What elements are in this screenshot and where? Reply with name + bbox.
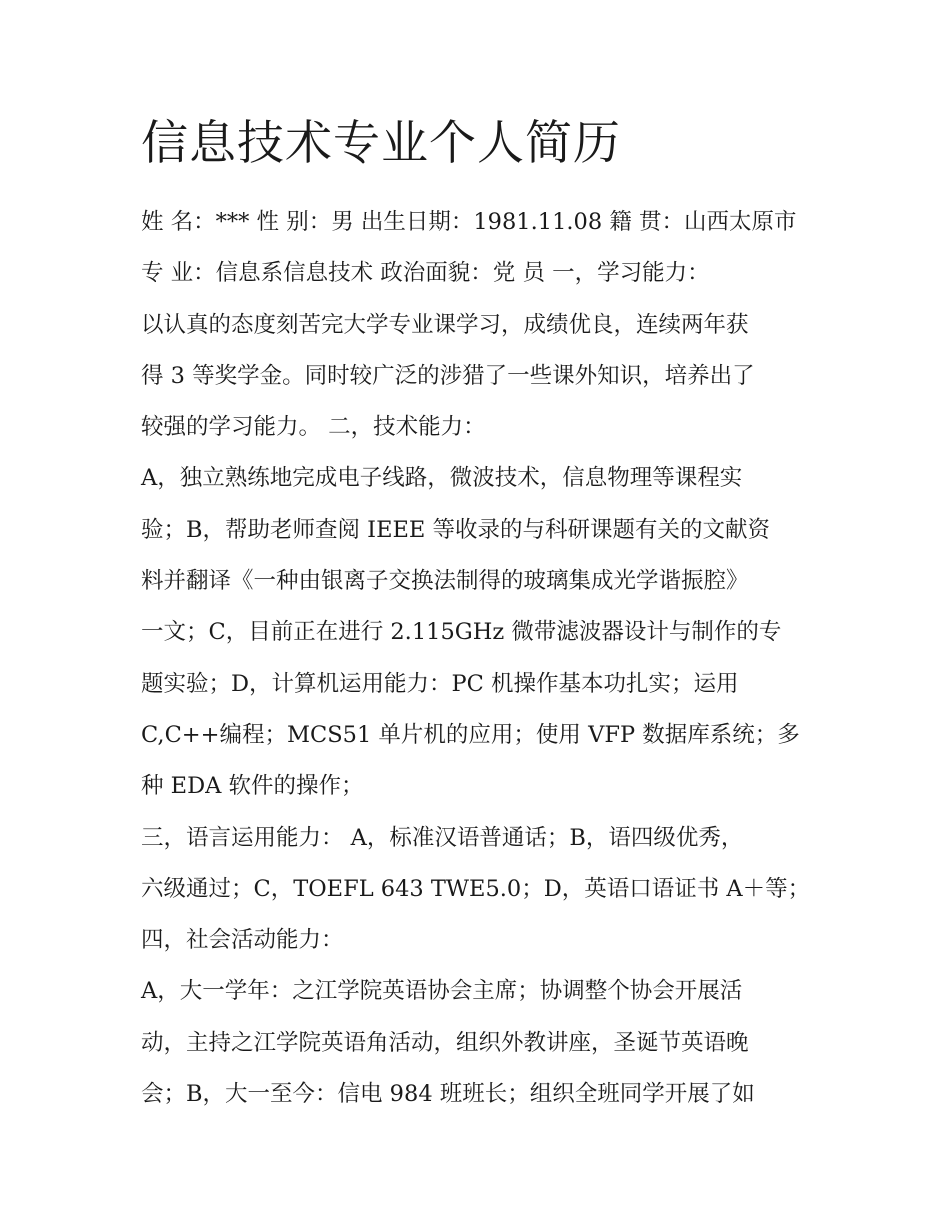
text-line: 题实验；D，计算机运用能力：PC 机操作基本功扎实；运用 <box>141 670 739 697</box>
text-line: 一文；C，目前正在进行 2.115GHz 微带滤波器设计与制作的专 <box>141 619 782 646</box>
text-line: 六级通过；C，TOEFL 643 TWE5.0；D，英语口语证书 A＋等； <box>141 875 811 902</box>
text-line: 专 业：信息系信息技术 政治面貌：党 员 一，学习能力： <box>141 260 710 287</box>
text-line: 种 EDA 软件的操作； <box>141 773 364 800</box>
text-line: 三，语言运用能力： A，标准汉语普通话；B，语四级优秀， <box>141 824 744 851</box>
text-line: 料并翻译《一种由银离子交换法制得的玻璃集成光学谐振腔》 <box>141 568 749 595</box>
text-line: 动，主持之江学院英语角活动，组织外教讲座，圣诞节英语晚 <box>141 1029 749 1056</box>
text-line: 以认真的态度刻苦完大学专业课学习，成绩优良，连续两年获 <box>141 311 749 338</box>
text-line: A，大一学年：之江学院英语协会主席；协调整个协会开展活 <box>141 978 743 1005</box>
text-line: 验；B，帮助老师查阅 IEEE 等收录的与科研课题有关的文献资 <box>141 516 771 543</box>
text-line: 姓 名：*** 性 别：男 出生日期：1981.11.08 籍 贯：山西太原市 <box>141 209 797 235</box>
text-line: C,C++编程；MCS51 单片机的应用；使用 VFP 数据库系统；多 <box>141 721 800 748</box>
text-line: 较强的学习能力。 二，技术能力： <box>141 414 486 441</box>
page-title: 信息技术专业个人简历 <box>141 116 621 171</box>
resume-body <box>141 197 831 1120</box>
text-line: 会；B，大一至今：信电 984 班班长；组织全班同学开展了如 <box>141 1081 755 1108</box>
text-line: A，独立熟练地完成电子线路，微波技术，信息物理等课程实 <box>141 465 743 492</box>
text-line: 得 3 等奖学金。同时较广泛的涉猎了一些课外知识，培养出了 <box>141 362 755 389</box>
text-line: 四，社会活动能力： <box>141 927 344 954</box>
